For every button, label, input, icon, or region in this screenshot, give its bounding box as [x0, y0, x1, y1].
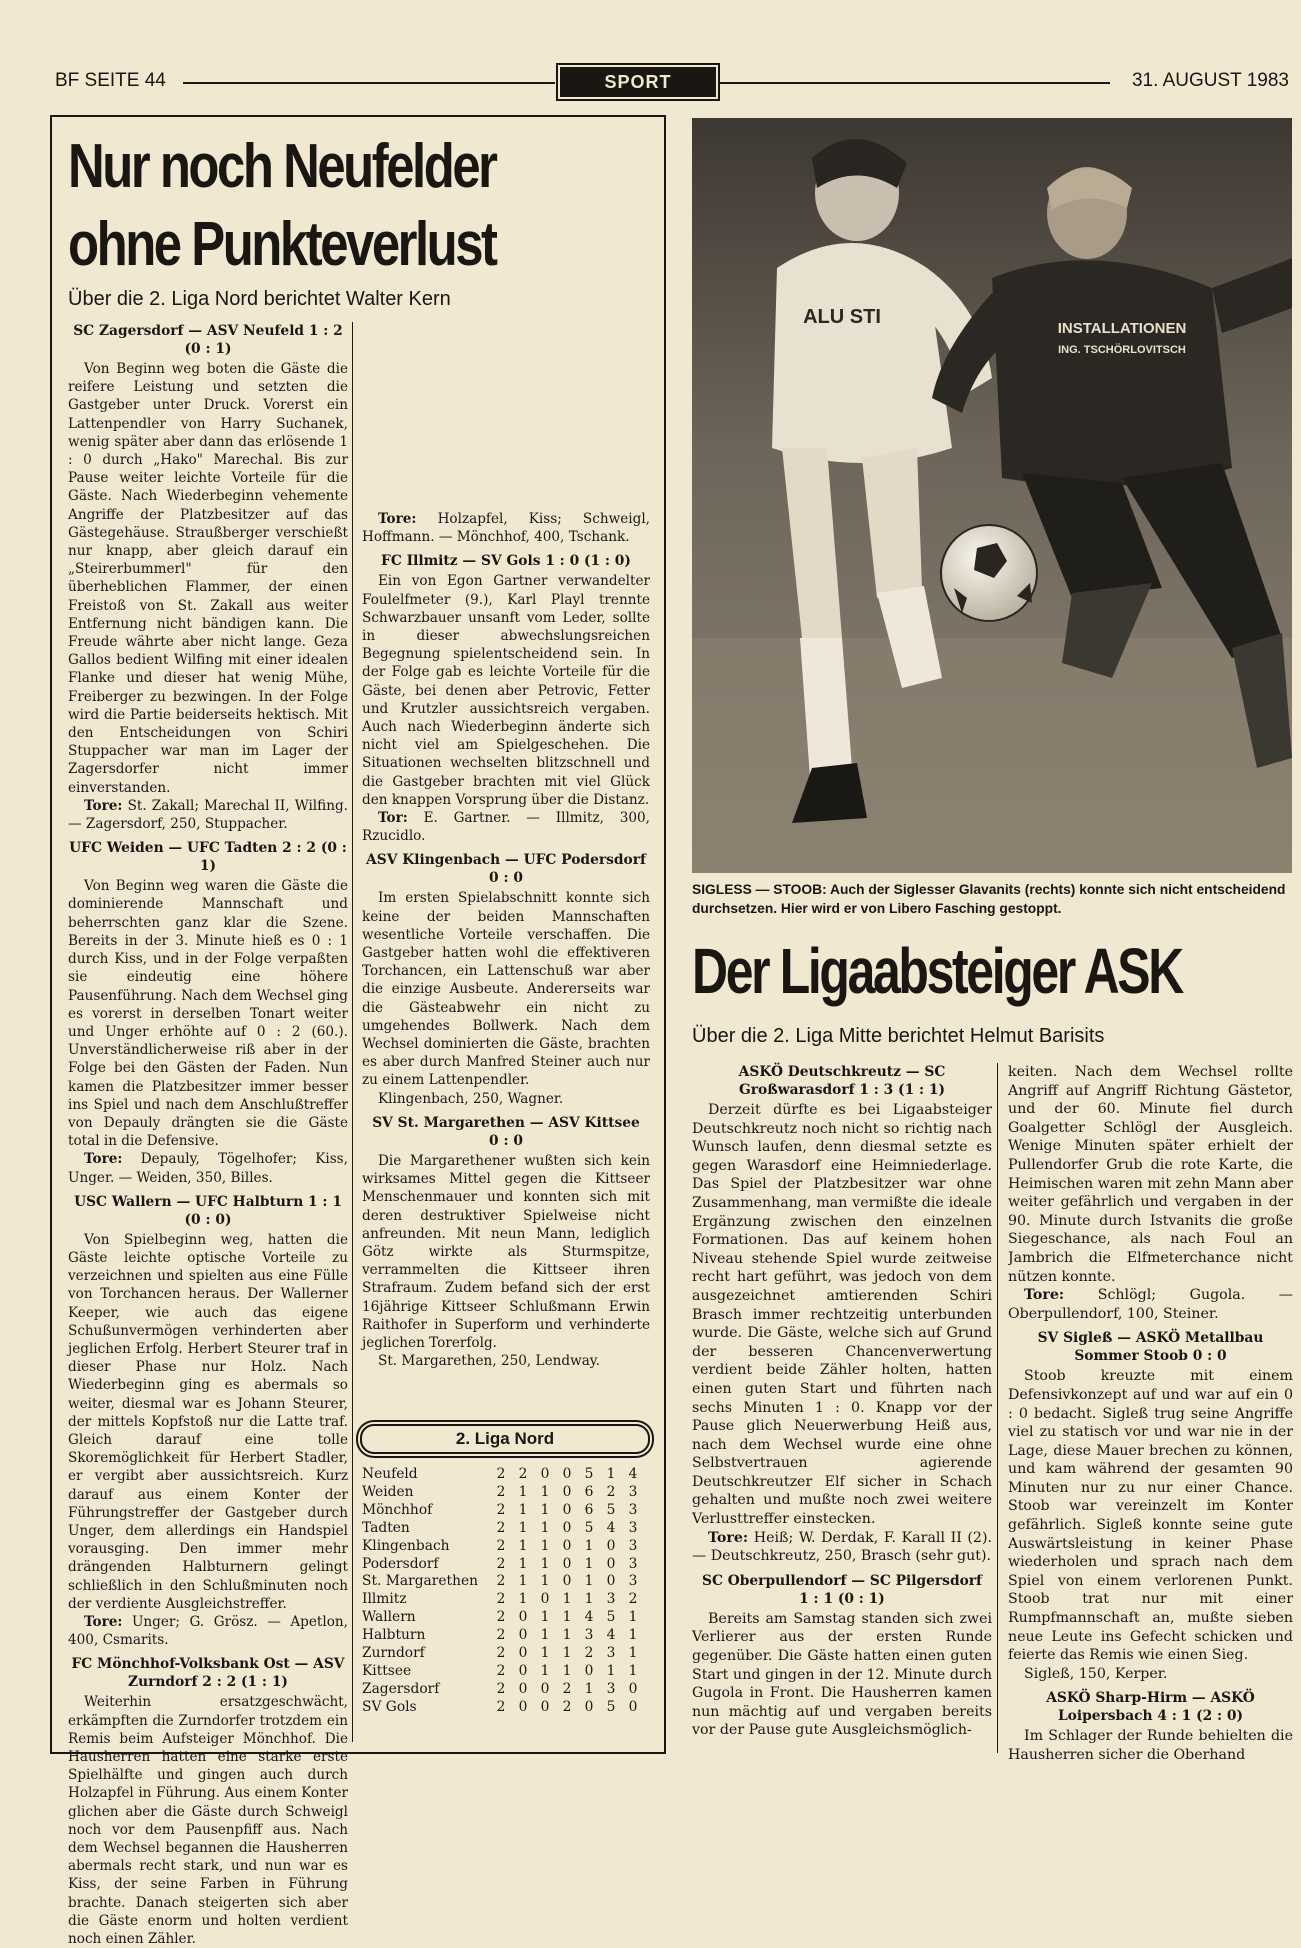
match-heading: [362, 851, 650, 887]
team-name: St. Margarethen: [362, 1573, 479, 1590]
stat-ga: 3: [606, 1645, 616, 1662]
stat-w: 1: [518, 1501, 528, 1518]
stat-w: 0: [518, 1680, 528, 1697]
stat-w: 0: [518, 1609, 528, 1626]
stat-d: 0: [540, 1698, 550, 1715]
match-report: Bereits am Samstag standen sich zwei Verlierer aus der ersten Runde gegenüber. Die Gäste hatten einen guten Start und gingen in der 12. Minute durch Gugola in Front. Die Hausherren kamen nun mächtig auf und vergaben bereits vor der Pause gute Ausgleichsmöglich-: [692, 1610, 992, 1739]
stat-s: 2: [496, 1519, 506, 1536]
table-row: [362, 1627, 644, 1645]
stat-pts: 4: [628, 1466, 638, 1482]
match-report: Derzeit dürfte es bei Ligaabsteiger Deutschkreutz noch nicht so richtig nach Wunsch laufen, denn diesmal setzte es gegen Warasdorf eine Heimniederlage. Das Spiel der Platzbesitzer war ohne Zusammenhang, man vermißte die ideale Ergänzung zwischen den einzelnen Formationen. Das auf keinem hohen Niveau stehende Spiel wurde zeitweise recht hart geführt, was jedoch von dem ausgezeichnet amtierenden Schiri Brasch immer rechtzeitig unterbunden wurde. Die Gäste, welche sich auf Grund der besseren Chancenverwertung verdient beide Zähler holten, hatten einen guten Start und führten nach sechs Minuten 1 : 0. Knapp vor der Pause glich Neuerwerbung Heiß aus, nach dem Wechsel wurde eine ohne Selbstvertrauen agierende Deutschkreutzer Elf sicher in Schach gehalten und mußte noch zwei weitere Verlusttreffer einstecken.: [692, 1102, 992, 1528]
stat-d: 1: [540, 1555, 550, 1572]
stat-s: 2: [496, 1537, 506, 1554]
match-title: SV Sigleß — ASKÖ Metallbau Sommer Stoob 0 : 0: [1037, 1330, 1264, 1365]
stat-l: 1: [562, 1662, 572, 1679]
match-title: SC Oberpullendorf — SC Pilgersdorf: [701, 1572, 982, 1589]
stat-gf: 6: [584, 1483, 594, 1500]
stat-ga: 1: [606, 1662, 616, 1679]
stat-ga: 4: [606, 1627, 616, 1644]
stat-l: 2: [562, 1698, 572, 1715]
table-row: [362, 1520, 644, 1538]
stat-w: 0: [518, 1698, 528, 1715]
match-info: Sigleß, 150, Kerper.: [1024, 1665, 1168, 1682]
team-name: Illmitz: [362, 1591, 407, 1608]
stat-pts: 0: [628, 1698, 638, 1715]
table-row: [362, 1502, 644, 1520]
stat-ga: 3: [606, 1680, 616, 1697]
stat-pts: 3: [628, 1483, 638, 1500]
stat-w: 0: [518, 1645, 528, 1662]
stat-w: 2: [518, 1466, 528, 1482]
stat-l: 1: [562, 1627, 572, 1644]
stat-ga: 0: [606, 1573, 616, 1590]
stat-w: 0: [518, 1627, 528, 1644]
stat-pts: 1: [628, 1662, 638, 1679]
match-scorers: Tore: Depauly, Tögelhofer; Kiss, Unger. — Weiden, 350, Billes.: [68, 1151, 348, 1186]
stat-pts: 1: [628, 1627, 638, 1644]
stat-pts: 3: [628, 1573, 638, 1590]
stat-pts: 2: [628, 1591, 638, 1608]
stat-l: 0: [562, 1555, 572, 1572]
match-report: Weiterhin ersatzgeschwächt, erkämpften die Zurndorfer trotzdem ein Remis beim Aufsteiger Mönchhof. Die Hausherren hatten eine starke erste Spielhälfte und gingen auch durch Holzapfel in Führung. Aus einem Konter glichen aber die Gäste durch Schweigl noch vor dem Pausenpfiff aus. Nach dem Wechsel begannen die Hausherren abermals recht stark, und nun war es Kiss, der seine Farben in Führung brachte. Danach steigerten sich aber die Gäste enorm und holten verdient noch einen Zähler.: [68, 1694, 348, 1948]
stat-d: 1: [540, 1627, 550, 1644]
stat-s: 2: [496, 1680, 506, 1697]
stat-w: 1: [518, 1555, 528, 1572]
stat-d: 1: [540, 1483, 550, 1500]
stat-s: 2: [496, 1698, 506, 1715]
stat-pts: 3: [628, 1519, 638, 1536]
stat-d: 1: [540, 1501, 550, 1518]
stat-gf: 0: [584, 1662, 594, 1679]
shirt-sponsor-left: ALU STI: [803, 306, 881, 328]
match-report: Von Beginn weg waren die Gäste die dominierende Mannschaft und beherrschten ganz klar die Szene. Bereits in der 3. Minute hieß es 0 : 1 durch Kiss, und in der Folge verpaßten sie eindeutig eine höhere Pausenführung. Nach dem Wechsel ging es vorerst in derselben Tonart weiter und Unger erhöhte auf 0 : 2 (60.). Unverständlicherweise riß aber in der Folge bei den Gästen der Faden. Nun kamen die Platzbesitzer immer besser ins Spiel und nach dem Anschlußtreffer von Depauly drängten sie die Gäste total in die Defensive.: [68, 878, 348, 1150]
stat-d: 0: [540, 1680, 550, 1697]
article-column-1: [68, 322, 348, 1948]
table-row: [362, 1699, 644, 1717]
stat-w: 1: [518, 1483, 528, 1500]
match-report: Von Beginn weg boten die Gäste die reifere Leistung und setzten die Gastgeber unter Druck. Vorerst ein Lattenpendler von Harry Suchanek, wenig später aber dann das erlösende 1 : 0 durch „Hako" Marechal. Bis zur Pause weiter leichte Vorteile für die Gäste. Nach Wiederbeginn vehemente Angriffe der Platzbesitzer auf das Gästegehäuse. Straußberger verschießt nur knapp, aber gleich darauf ein „Steirerbummerl" für den überheblichen Flammer, der einen Freistoß von St. Zakall aus weiter Entfernung nicht bändigen kann. Die Freude währte aber nicht lange. Geza Gallos bedient Wilfing mit einer idealen Flanke und dieser hat wenig Mühe, Freiberger zu bezwingen. In der Folge wird die Partie beiderseits hektisch. Mit den Entscheidungen von Schiri Stuppacher war man im Lager der Zagersdorfer nicht immer einverstanden.: [68, 361, 348, 796]
stat-ga: 5: [606, 1501, 616, 1518]
stat-l: 0: [562, 1573, 572, 1590]
table-row: [362, 1663, 644, 1681]
match-scorers: Tore: Heiß; W. Derdak, F. Karall II (2). — Deutschkreutz, 250, Brasch (sehr gut).: [692, 1529, 992, 1565]
football-scene-image: [692, 118, 1292, 873]
stat-l: 0: [562, 1519, 572, 1536]
match-title: FC Mönchhof-Volksbank Ost — ASV Zurndorf 2 : 2 (1 : 1): [71, 1656, 345, 1691]
match-photo: [692, 118, 1292, 873]
byline-liga-nord: Über die 2. Liga Nord berichtet Walter Kern: [68, 288, 451, 310]
match-info: Klingenbach, 250, Wagner.: [378, 1090, 564, 1107]
match-heading: [68, 322, 348, 358]
stat-gf: 2: [584, 1645, 594, 1662]
stat-s: 2: [496, 1466, 506, 1482]
stat-gf: 4: [584, 1609, 594, 1626]
stat-l: 1: [562, 1591, 572, 1608]
stat-s: 2: [496, 1627, 506, 1644]
stat-gf: 5: [584, 1466, 594, 1482]
table-row: [362, 1466, 644, 1484]
stat-w: 1: [518, 1591, 528, 1608]
league-table-title: 2. Liga Nord: [360, 1424, 650, 1454]
stat-w: 1: [518, 1573, 528, 1590]
stat-d: 1: [540, 1573, 550, 1590]
caption-label: SIGLESS — STOOB:: [692, 882, 827, 897]
table-row: [362, 1681, 644, 1699]
stat-ga: 5: [606, 1609, 616, 1626]
stat-ga: 5: [606, 1698, 616, 1715]
table-row: [362, 1556, 644, 1574]
match-heading: [362, 552, 650, 570]
match-report: Die Margarethener wußten sich kein wirksames Mittel gegen die Kittseer Menschenmauer und konnten sich mit deren destruktiver Spielweise nicht anfreunden. Mit neun Mann, lediglich Götz wirkte als Sturmspitze, verrammelten die Kittseer ihren Strafraum. Zudem befand sich der erst 16jährige Kittseer Schlußmann Erwin Raithofer in Superform und verhinderte jeglichen Torerfolg.: [362, 1152, 650, 1351]
stat-d: 1: [540, 1609, 550, 1626]
stat-ga: 0: [606, 1537, 616, 1554]
stat-l: 0: [562, 1537, 572, 1554]
match-heading: [68, 1655, 348, 1691]
match-title: FC Illmitz — SV Gols 1 : 0 (1 : 0): [381, 553, 631, 570]
match-title: SC Zagersdorf — ASV Neufeld 1 : 2: [73, 323, 343, 339]
stat-l: 2: [562, 1680, 572, 1697]
match-heading: [1008, 1689, 1293, 1725]
stat-gf: 1: [584, 1680, 594, 1697]
match-scorers: Tore: St. Zakall; Marechal II, Wilfing. — Zagersdorf, 250, Stuppacher.: [68, 797, 348, 833]
team-name: Kittsee: [362, 1662, 412, 1679]
stat-s: 2: [496, 1645, 506, 1662]
stat-s: 2: [496, 1555, 506, 1572]
photo-caption: [692, 880, 1297, 918]
stat-ga: 0: [606, 1555, 616, 1572]
table-row: [362, 1609, 644, 1627]
match-heading: [692, 1572, 992, 1608]
match-report: Von Spielbeginn weg, hatten die Gäste leichte optische Vorteile zu verzeichnen und spielten aus eine Fülle von Torchancen heraus. Der Wallerner Keeper, wie auch das eigene Schußunvermögen verhinderten aber jeglichen Erfolg. Herbert Steurer traf in dieser Phase nur Holz. Nach Wiederbeginn ging es abermals so weiter, diesmal war es Johann Steurer, der mittels Kopfstoß nur die Latte traf. Gleich darauf eine tolle Skoremöglichkeit für Herbert Stadler, er vergibt aber aussichtsreich. Kurz darauf aus einem Konter der Führungstreffer der Gastgeber durch Unger, dem allerdings ein Handspiel vorausging. Den immer mehr drängenden Halbturnern gelingt schließlich in den Schlußminuten noch der verdiente Ausgleichstreffer.: [68, 1231, 348, 1612]
match-scorers: Tore: Unger; G. Grösz. — Apetlon, 400, Csmarits.: [68, 1614, 348, 1649]
match-heading: [68, 839, 348, 875]
stat-gf: 1: [584, 1555, 594, 1572]
match-title: SV St. Margarethen — ASV Kittsee: [372, 1114, 640, 1131]
match-halftime: 0 : 0: [489, 870, 523, 887]
stat-pts: 0: [628, 1680, 638, 1697]
team-name: SV Gols: [362, 1698, 417, 1715]
match-title: ASKÖ Deutschkreutz — SC Großwarasdorf 1 : 3 (1 : 1): [738, 1064, 946, 1098]
match-title: USC Wallern — UFC Halbturn 1 : 1: [74, 1193, 342, 1210]
match-scorers: Tore: Holzapfel, Kiss; Schweigl, Hoffmann. — Mönchhof, 400, Tschank.: [362, 511, 650, 546]
article-column-4: [1008, 1063, 1293, 1763]
stat-pts: 3: [628, 1537, 638, 1554]
table-row: [362, 1573, 644, 1591]
stat-d: 1: [540, 1537, 550, 1554]
byline-liga-mitte: Über die 2. Liga Mitte berichtet Helmut Barisits: [692, 1025, 1105, 1047]
stat-ga: 4: [606, 1519, 616, 1536]
stat-d: 1: [540, 1645, 550, 1662]
stat-gf: 1: [584, 1537, 594, 1554]
match-halftime: 0 : 0: [489, 1132, 523, 1149]
team-name: Neufeld: [362, 1466, 418, 1482]
stat-gf: 3: [584, 1627, 594, 1644]
stat-s: 2: [496, 1483, 506, 1500]
table-row: [362, 1591, 644, 1609]
team-name: Wallern: [362, 1609, 416, 1626]
stat-w: 0: [518, 1662, 528, 1679]
stat-pts: 3: [628, 1555, 638, 1572]
match-title: UFC Weiden — UFC Tadten 2 : 2 (0 : 1): [69, 840, 347, 875]
headline-line-2: ohne Punkteverlust: [68, 210, 496, 279]
match-title: ASKÖ Sharp-Hirm — ASKÖ Loipersbach 4 : 1 (2 : 0): [1046, 1690, 1255, 1725]
caption-text: Auch der Siglesser Glavanits (rechts) konnte sich nicht entscheidend durchsetzen. Hier wird er von Libero Fasching gestoppt.: [692, 882, 1286, 916]
match-report: Im Schlager der Runde behielten die Hausherren sicher die Oberhand: [1008, 1728, 1293, 1763]
stat-s: 2: [496, 1501, 506, 1518]
article-column-3: [692, 1063, 992, 1740]
stat-d: 0: [540, 1591, 550, 1608]
headline-line-1: Nur noch Neufelder: [68, 132, 496, 201]
match-heading: [1008, 1329, 1293, 1365]
match-report: Ein von Egon Gartner verwandelter Foulelfmeter (9.), Karl Playl trennte Schwarzbauer unsanft vom Leder, sollte in dieser abwechslungsreichen Begegnung spielentscheidend sein. In der Folge gab es leichte Vorteile für die Gäste, bei denen aber Petrovic, Fetter und Krutzler aussichtsreich vergaben. Auch nach Wiederbeginn änderte sich nicht viel am Spielgeschehen. Die Situationen wechselten blitzschnell und die Gastgeber brachten mit viel Glück den knappen Vorsprung über die Distanz.: [362, 573, 650, 808]
stat-pts: 1: [628, 1645, 638, 1662]
league-table: [362, 1466, 644, 1717]
match-halftime: (0 : 0): [184, 1211, 232, 1228]
match-report: Im ersten Spielabschnitt konnte sich keine der beiden Mannschaften wesentliche Vorteile verschaffen. Die Gastgeber hatten wohl die effektiveren Torchancen, ein Lattenschuß war aber die einzige Ausbeute. Andererseits war die Gästeabwehr ein nicht zu umgehendes Bollwerk. Nach dem Wechsel dominierten die Gäste, brachten es aber durch Manfred Steiner auch nur zu einem Lattenpendler.: [362, 890, 650, 1089]
stat-l: 0: [562, 1501, 572, 1518]
table-row: [362, 1645, 644, 1663]
header-rule-left: [183, 82, 555, 84]
table-row: [362, 1538, 644, 1556]
team-name: Tadten: [362, 1519, 410, 1536]
stat-gf: 0: [584, 1698, 594, 1715]
table-row: [362, 1484, 644, 1502]
stat-l: 1: [562, 1645, 572, 1662]
stat-d: 0: [540, 1466, 550, 1482]
match-halftime: 1 : 1 (0 : 1): [799, 1590, 885, 1607]
stat-gf: 5: [584, 1519, 594, 1536]
stat-pts: 3: [628, 1501, 638, 1518]
stat-l: 1: [562, 1609, 572, 1626]
column-divider: [997, 1063, 998, 1753]
match-heading: [68, 1193, 348, 1229]
stat-w: 1: [518, 1519, 528, 1536]
shirt-sponsor-right: INSTALLATIONEN: [1057, 320, 1187, 337]
team-name: Zurndorf: [362, 1645, 425, 1662]
stat-gf: 6: [584, 1501, 594, 1518]
match-title: ASV Klingenbach — UFC Podersdorf: [366, 852, 646, 869]
column-divider: [352, 322, 353, 1742]
stat-d: 1: [540, 1519, 550, 1536]
team-name: Weiden: [362, 1483, 414, 1500]
team-name: Klingenbach: [362, 1537, 450, 1554]
stat-s: 2: [496, 1573, 506, 1590]
header-rule-right: [720, 82, 1110, 84]
page-number: BF SEITE 44: [55, 70, 166, 91]
stat-l: 0: [562, 1483, 572, 1500]
team-name: Mönchhof: [362, 1501, 433, 1518]
stat-s: 2: [496, 1591, 506, 1608]
match-heading: [692, 1063, 992, 1099]
stat-pts: 1: [628, 1609, 638, 1626]
match-scorers: Tor: E. Gartner. — Illmitz, 300, Rzucidlo.: [362, 810, 651, 845]
match-heading: [362, 1114, 650, 1150]
match-info: St. Margarethen, 250, Lendway.: [378, 1353, 600, 1370]
issue-date: 31. AUGUST 1983: [1131, 70, 1289, 91]
stat-w: 1: [518, 1537, 528, 1554]
match-report: keiten. Nach dem Wechsel rollte Angriff auf Angriff Richtung Gästetor, und der 60. Minute fiel durch Goalgetter Schlögl der Ausgleich. Wenige Minuten später erhielt der Pullendorfer Grub die rote Karte, die Heimischen waren mit zehn Mann aber weiter gefährlich und vergaben in der 90. Minute durch Istvanits die große Siegeschance, als nach Foul an Jambrich die Elfmeterchance nicht nützen konnte.: [1008, 1064, 1293, 1285]
team-name: Podersdorf: [362, 1555, 439, 1572]
stat-d: 1: [540, 1662, 550, 1679]
stat-l: 0: [562, 1466, 572, 1482]
section-label: SPORT: [560, 67, 716, 97]
stat-ga: 1: [606, 1466, 616, 1482]
match-halftime: (0 : 1): [184, 341, 232, 357]
article-column-2: [362, 322, 650, 1370]
headline-liga-nord: [68, 128, 552, 284]
shirt-sponsor-right-2: ING. TSCHÖRLOVITSCH: [1058, 344, 1186, 356]
stat-s: 2: [496, 1609, 506, 1626]
team-name: Zagersdorf: [362, 1680, 440, 1697]
stat-gf: 1: [584, 1591, 594, 1608]
stat-s: 2: [496, 1662, 506, 1679]
match-scorers: Tore: Schlögl; Gugola. — Oberpullendorf, 100, Steiner.: [1008, 1287, 1293, 1322]
stat-ga: 3: [606, 1591, 616, 1608]
team-name: Halbturn: [362, 1627, 426, 1644]
stat-ga: 2: [606, 1483, 616, 1500]
headline-liga-mitte: Der Ligaabsteiger ASK: [692, 935, 1182, 1007]
stat-gf: 1: [584, 1573, 594, 1590]
match-report: Stoob kreuzte mit einem Defensivkonzept auf und war auf ein 0 : 0 bedacht. Sigleß trug seine Angriffe viel zu statisch vor und war nie in der Lage, diese Mauer brechen zu können, und kam während der gesamten 90 Minuten nur zu nur einer Chance. Stoob war vereinzelt im Konter gefährlich. Sigleß konnte seine gute Auswärtsleistung in keiner Phase wiederholen und sprach nach dem Spiel von einem verlorenen Punkt. Stoob trat nur mit einer Rumpfmannschaft an, mußte sieben neue Leute ins Gefecht schicken und feierte das Remis wie einen Sieg.: [1008, 1368, 1293, 1664]
